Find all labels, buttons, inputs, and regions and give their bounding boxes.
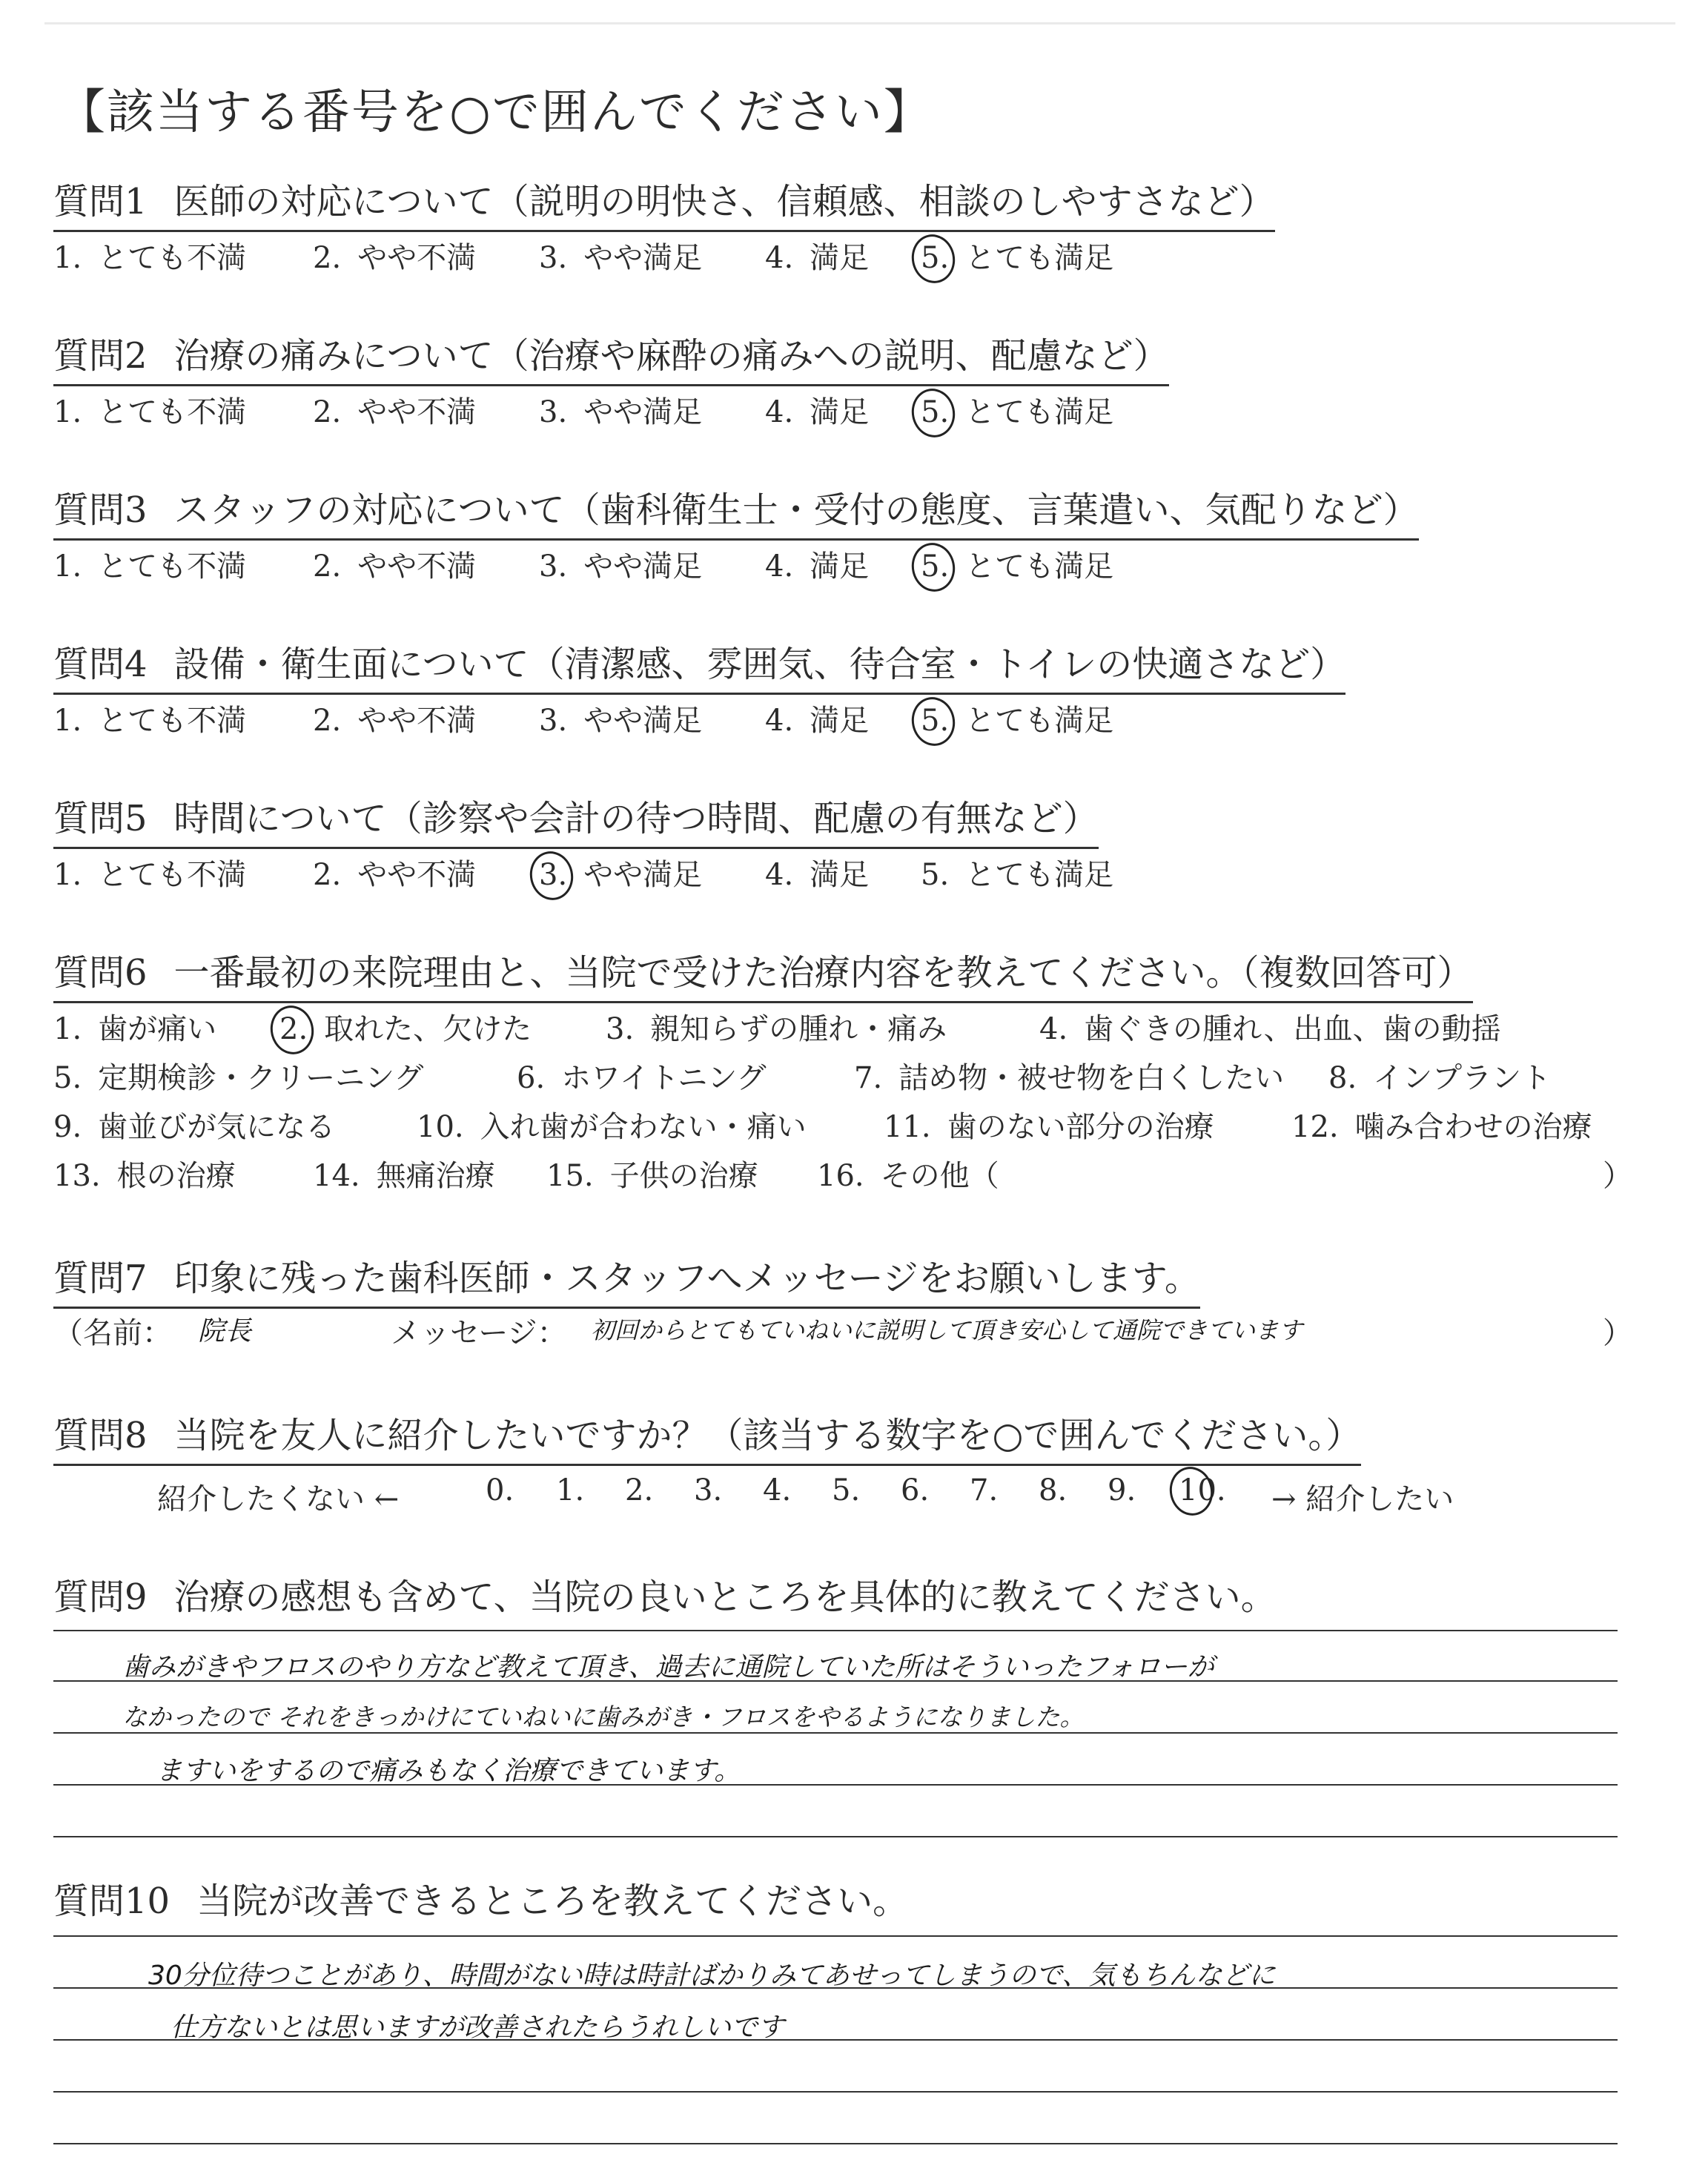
question-10-title <box>53 1880 909 1929</box>
q8-scale-5[interactable]: 5. <box>832 1473 861 1507</box>
q9-rule-5 <box>53 1836 1618 1837</box>
question-6-number: 質問6 <box>53 952 148 994</box>
q3-option-2[interactable]: 2. やや不満 <box>313 549 477 584</box>
question-9-title <box>53 1576 1277 1625</box>
q1-option-2[interactable]: 2. やや不満 <box>313 241 477 275</box>
q6-option-14[interactable]: 14. 無痛治療 <box>313 1159 495 1193</box>
question-2-number: 質問2 <box>53 335 148 377</box>
question-1-text: 医師の対応について（説明の明快さ、信頼感、相談のしやすさなど） <box>173 181 1275 222</box>
q2-option-5-selected[interactable]: 5. とても満足 <box>921 395 1114 429</box>
q4-option-1[interactable]: 1. とても不満 <box>53 704 247 738</box>
question-4-text: 設備・衛生面について（清潔感、雰囲気、待合室・トイレの快適さなど） <box>173 644 1346 685</box>
question-3-text: スタッフの対応について（歯科衛生士・受付の態度、言葉遣い、気配りなど） <box>173 489 1419 531</box>
q10-rule-5 <box>53 2143 1618 2144</box>
q7-name-value[interactable]: 院長 <box>198 1316 252 1347</box>
q2-option-2[interactable]: 2. やや不満 <box>313 395 477 429</box>
question-9-number: 質問9 <box>53 1576 148 1618</box>
question-5-number: 質問5 <box>53 798 148 839</box>
q6-option-5[interactable]: 5. 定期検診・クリーニング <box>53 1061 424 1095</box>
q8-left-label: 紹介したくない ← <box>157 1482 400 1516</box>
q1-option-5-selected[interactable]: 5. とても満足 <box>921 241 1114 275</box>
q6-option-2-selected[interactable]: 2. 取れた、欠けた <box>279 1012 532 1046</box>
q6-option-1[interactable]: 1. 歯が痛い <box>53 1012 217 1046</box>
q5-option-4[interactable]: 4. 満足 <box>765 858 870 892</box>
page-title: 【該当する番号を○で囲んでください】 <box>58 85 933 140</box>
q6-option-6[interactable]: 6. ホワイトニング <box>517 1061 767 1095</box>
q5-option-5[interactable]: 5. とても満足 <box>921 858 1114 892</box>
q2-option-3[interactable]: 3. やや満足 <box>539 395 703 429</box>
question-4-number: 質問4 <box>53 644 148 685</box>
question-3-number: 質問3 <box>53 489 148 531</box>
q7-close: ） <box>1603 1316 1632 1350</box>
question-8-text: 当院を友人に紹介したいですか？（該当する数字を○で囲んでください。） <box>173 1415 1362 1456</box>
q8-scale-1[interactable]: 1. <box>556 1473 585 1507</box>
q6-option-12[interactable]: 12. 噛み合わせの治療 <box>1291 1110 1592 1144</box>
q3-option-1[interactable]: 1. とても不満 <box>53 549 247 584</box>
q9-answer-line-2[interactable]: なかったので それをきっかけにていねいに歯みがき・フロスをやるようになりました。 <box>122 1702 1085 1731</box>
q6-option-8[interactable]: 8. インプラント <box>1328 1061 1552 1095</box>
question-7-number: 質問7 <box>53 1258 148 1299</box>
q6-option-16[interactable]: 16. その他（ <box>817 1159 999 1193</box>
q8-scale-8[interactable]: 8. <box>1039 1473 1068 1507</box>
q6-option-3[interactable]: 3. 親知らずの腫れ・痛み <box>606 1012 947 1046</box>
q1-option-1[interactable]: 1. とても不満 <box>53 241 247 275</box>
question-2-text: 治療の痛みについて（治療や麻酔の痛みへの説明、配慮など） <box>173 335 1169 377</box>
q7-message-label: メッセージ： <box>391 1316 567 1350</box>
question-2-title <box>53 335 1169 386</box>
question-4-title <box>53 644 1346 695</box>
q8-scale-0[interactable]: 0. <box>486 1473 514 1507</box>
q9-rule-1 <box>53 1630 1618 1631</box>
q6-option-7[interactable]: 7. 詰め物・被せ物を白くしたい <box>854 1061 1285 1095</box>
q8-scale-7[interactable]: 7. <box>970 1473 999 1507</box>
q8-scale-4[interactable]: 4. <box>763 1473 792 1507</box>
q9-answer-line-1[interactable]: 歯みがきやフロスのやり方など教えて頂き、過去に通院していた所はそういったフォローが <box>122 1652 1214 1682</box>
question-8-number: 質問8 <box>53 1415 148 1456</box>
question-10-number: 質問10 <box>53 1880 171 1922</box>
question-1-number: 質問1 <box>53 181 148 222</box>
q9-answer-line-3[interactable]: ますいをするので痛みもなく治療できています。 <box>156 1756 741 1786</box>
top-rule <box>44 22 1675 24</box>
q7-message-value[interactable]: 初回からとてもていねいに説明して頂き安心して通院できています <box>591 1316 1303 1344</box>
q8-scale-3[interactable]: 3. <box>694 1473 723 1507</box>
q10-rule-4 <box>53 2091 1618 2093</box>
question-7-title <box>53 1258 1200 1309</box>
q8-scale-9[interactable]: 9. <box>1108 1473 1136 1507</box>
q4-option-2[interactable]: 2. やや不満 <box>313 704 477 738</box>
q6-option-13[interactable]: 13. 根の治療 <box>53 1159 236 1193</box>
q6-option-15[interactable]: 15. 子供の治療 <box>546 1159 758 1193</box>
q4-option-4[interactable]: 4. 満足 <box>765 704 870 738</box>
question-6-text: 一番最初の来院理由と、当院で受けた治療内容を教えてください。（複数回答可） <box>173 952 1473 994</box>
q5-option-1[interactable]: 1. とても不満 <box>53 858 247 892</box>
question-5-title <box>53 798 1099 849</box>
q7-name-label: （名前： <box>53 1316 172 1350</box>
q6-option-10[interactable]: 10. 入れ歯が合わない・痛い <box>417 1110 807 1144</box>
q8-scale-2[interactable]: 2. <box>625 1473 654 1507</box>
question-9-text: 治療の感想も含めて、当院の良いところを具体的に教えてください。 <box>173 1576 1277 1618</box>
q2-option-4[interactable]: 4. 満足 <box>765 395 870 429</box>
q8-right-label: → 紹介したい <box>1271 1482 1454 1516</box>
question-1-title <box>53 181 1275 232</box>
q6-option-4[interactable]: 4. 歯ぐきの腫れ、出血、歯の動揺 <box>1039 1012 1501 1046</box>
q4-option-3[interactable]: 3. やや満足 <box>539 704 703 738</box>
q1-option-4[interactable]: 4. 満足 <box>765 241 870 275</box>
q3-option-5-selected[interactable]: 5. とても満足 <box>921 549 1114 584</box>
q3-option-4[interactable]: 4. 満足 <box>765 549 870 584</box>
question-7-text: 印象に残った歯科医師・スタッフへメッセージをお願いします。 <box>173 1258 1200 1299</box>
q6-option-9[interactable]: 9. 歯並びが気になる <box>53 1110 336 1144</box>
q10-rule-1 <box>53 1935 1618 1937</box>
q6-option-16-close: ） <box>1603 1159 1632 1193</box>
q4-option-5-selected[interactable]: 5. とても満足 <box>921 704 1114 738</box>
q10-answer-line-1[interactable]: 30分位待つことがあり、時間がない時は時計ばかりみてあせってしまうので、気もちんなどに <box>148 1961 1276 1991</box>
q1-option-3[interactable]: 3. やや満足 <box>539 241 703 275</box>
question-10-text: 当院が改善できるところを教えてください。 <box>196 1880 909 1922</box>
q5-option-2[interactable]: 2. やや不満 <box>313 858 477 892</box>
q8-scale-6[interactable]: 6. <box>901 1473 930 1507</box>
question-6-title <box>53 952 1473 1003</box>
q6-option-11[interactable]: 11. 歯のない部分の治療 <box>884 1110 1214 1144</box>
question-3-title <box>53 489 1419 541</box>
q10-answer-line-2[interactable]: 仕方ないとは思いますが改善されたらうれしいです <box>171 2012 785 2043</box>
q2-option-1[interactable]: 1. とても不満 <box>53 395 247 429</box>
question-5-text: 時間について（診察や会計の待つ時間、配慮の有無など） <box>173 798 1099 839</box>
q8-scale-10-selected[interactable]: 10. <box>1179 1473 1226 1507</box>
q5-option-3-selected[interactable]: 3. やや満足 <box>539 858 703 892</box>
q3-option-3[interactable]: 3. やや満足 <box>539 549 703 584</box>
question-8-title <box>53 1415 1362 1466</box>
